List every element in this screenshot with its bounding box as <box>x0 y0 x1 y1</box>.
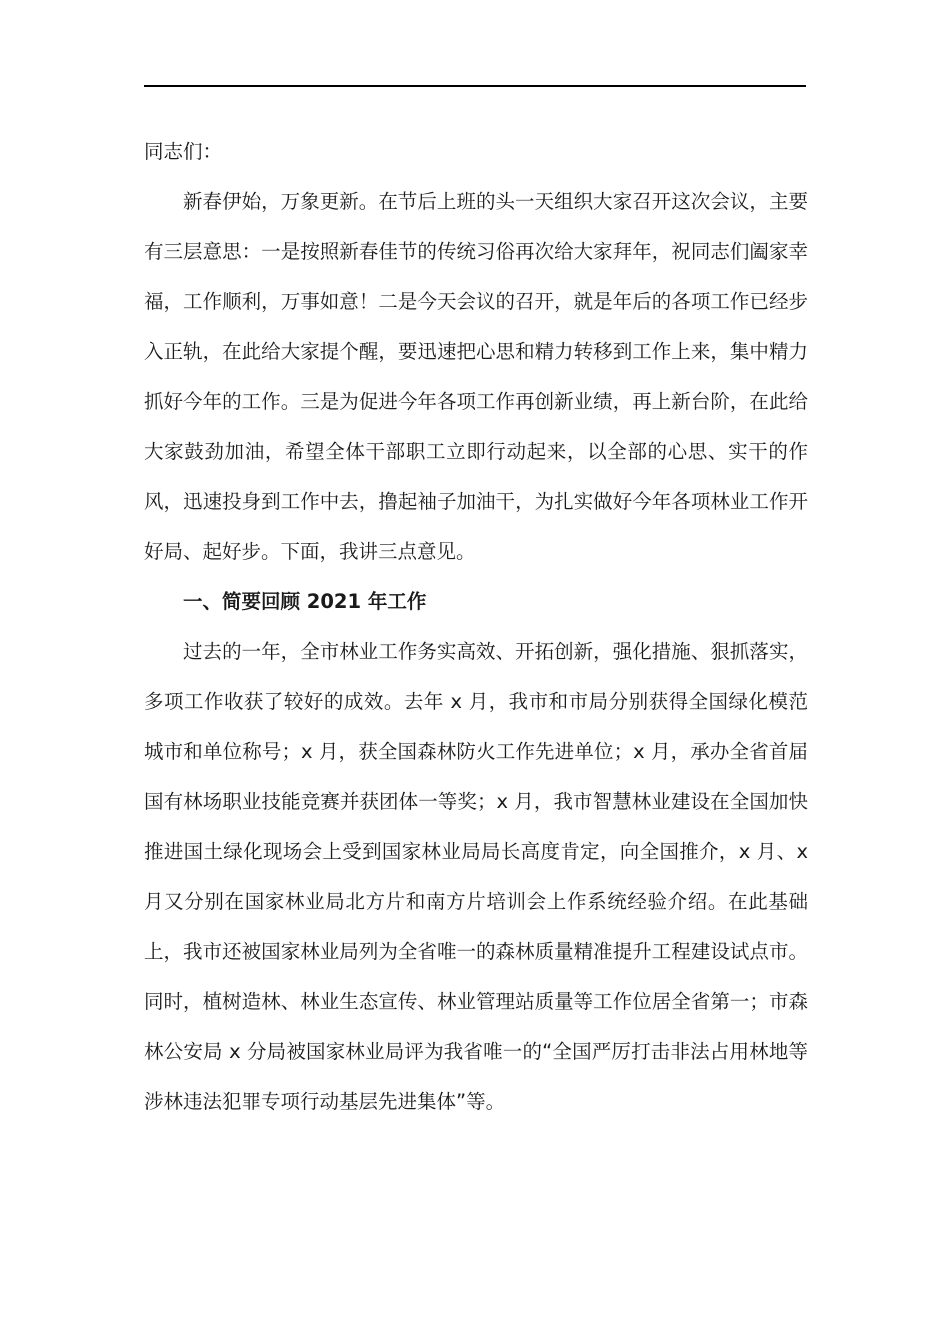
document-body <box>144 127 808 1127</box>
salutation: 同志们： <box>144 140 223 163</box>
intro-paragraph: 新春伊始，万象更新。在节后上班的头一天组织大家召开这次会议，主要有三层意思：一是按照新春佳节的传统习俗再次给大家拜年，祝同志们阖家幸福，工作顺利，万事如意！二是今天会议的召开，就是年后的各项工作已经步入正轨，在此给大家提个醒，要迅速把心思和精力转移到工作上来，集中精力抓好今年的工作。三是为促进今年各项工作再创新业绩，再上新台阶，在此给大家鼓劲加油，希望全体干部职工立即行动起来，以全部的心思、实干的作风，迅速投身到工作中去，撸起袖子加油干，为扎实做好今年各项林业工作开好局、起好步。下面，我讲三点意见。 <box>144 190 808 563</box>
review-paragraph: 过去的一年，全市林业工作务实高效、开拓创新，强化措施、狠抓落实，多项工作收获了较好的成效。去年 x 月，我市和市局分别获得全国绿化模范城市和单位称号；x 月，获全国森林防火工作先进单位；x 月，承办全省首届国有林场职业技能竞赛并获团体一等奖；x 月，我市智慧林业建设在全国加快推进国土绿化现场会上受到国家林业局局长高度肯定，向全国推介，x 月、x 月又分别在国家林业局北方片和南方片培训会上作系统经验介绍。在此基础上，我市还被国家林业局列为全省唯一的森林质量精准提升工程建设试点市。同时，植树造林、林业生态宣传、林业管理站质量等工作位居全省第一；市森林公安局 x 分局被国家林业局评为我省唯一的“全国严厉打击非法占用林地等涉林违法犯罪专项行动基层先进集体”等。 <box>144 640 808 1113</box>
header-rule <box>144 85 806 87</box>
section-heading: 一、简要回顾 2021 年工作 <box>183 590 427 613</box>
